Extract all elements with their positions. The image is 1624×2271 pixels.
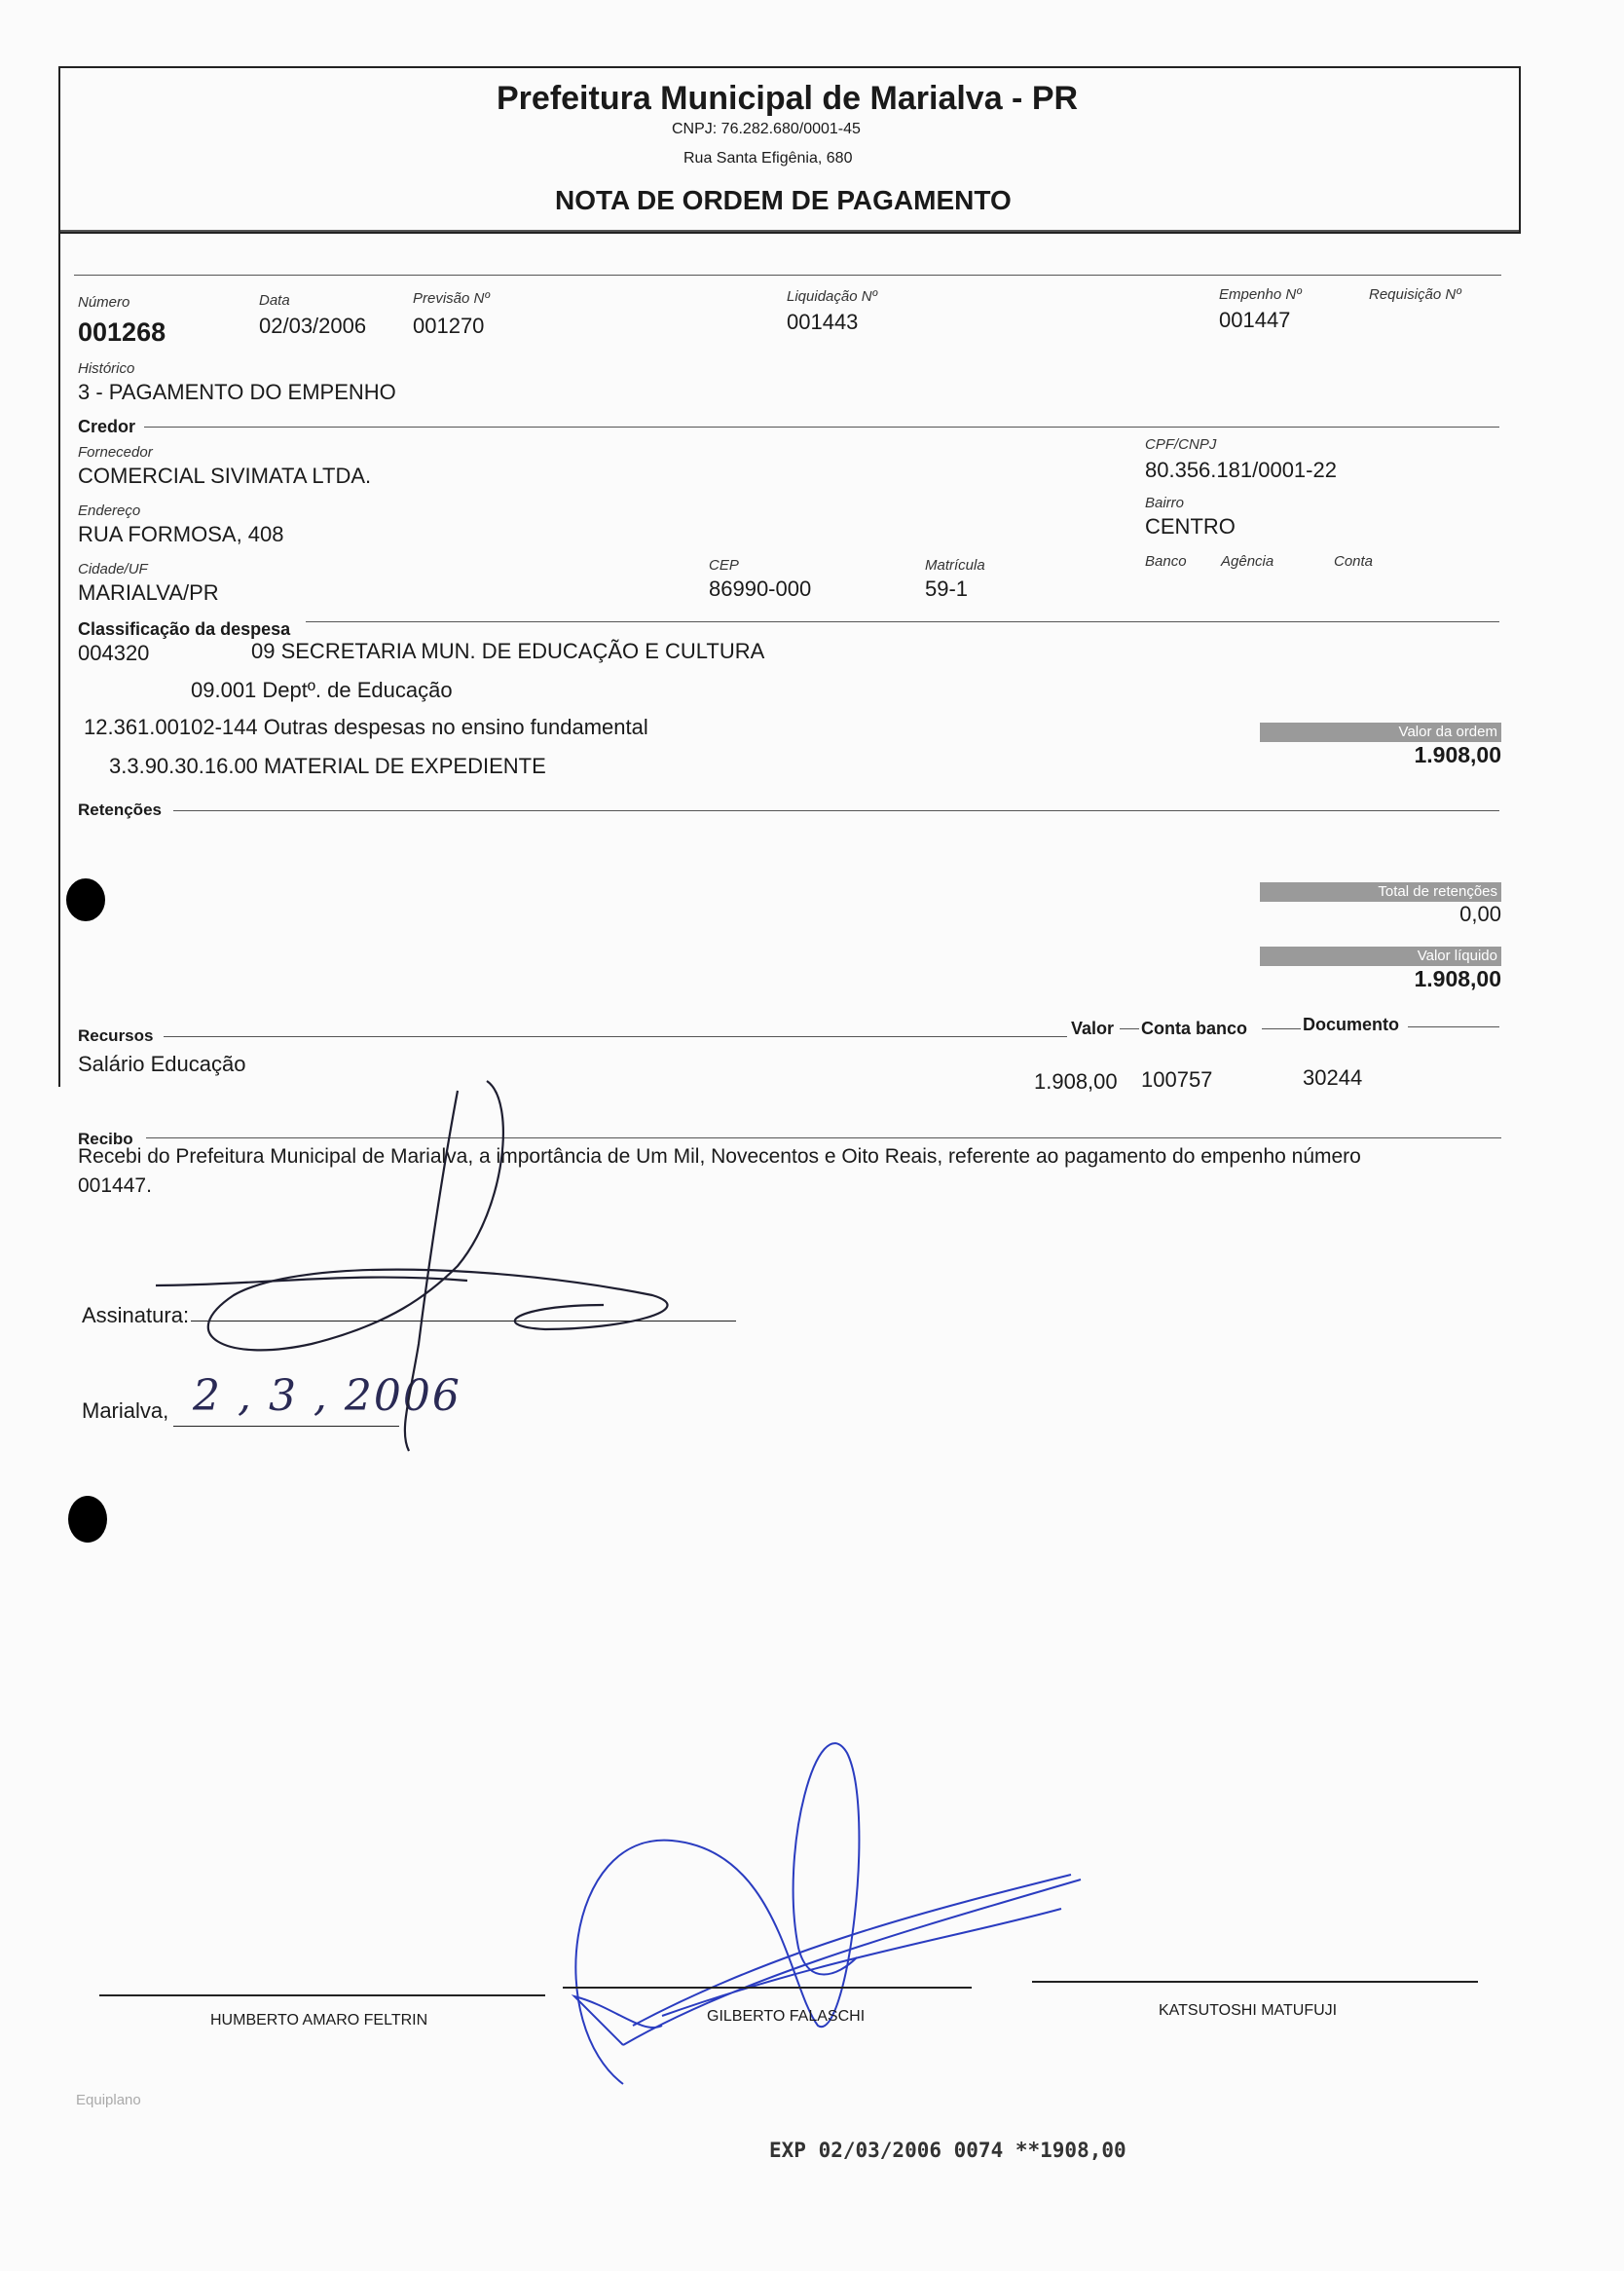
classificacao-line2: 09.001 Deptº. de Educação xyxy=(191,678,453,702)
recibo-text-line2: 001447. xyxy=(78,1174,152,1197)
requisicao-label: Requisição Nº xyxy=(1369,286,1461,303)
equiplano-brand: Equiplano xyxy=(76,2092,141,2108)
numero-label: Número xyxy=(78,294,130,311)
classificacao-section-title: Classificação da despesa xyxy=(78,619,291,639)
signatory-2: GILBERTO FALASCHI xyxy=(707,2008,866,2025)
conta-banco-header: Conta banco xyxy=(1141,1019,1248,1038)
cidade-label: Cidade/UF xyxy=(78,561,148,577)
fornecedor-value: COMERCIAL SIVIMATA LTDA. xyxy=(78,464,372,488)
documento-header: Documento xyxy=(1303,1015,1399,1034)
liquidacao-label: Liquidação Nº xyxy=(787,288,878,305)
cnpj-text: CNPJ: 76.282.680/0001-45 xyxy=(672,121,861,137)
local-label: Marialva, xyxy=(82,1398,169,1423)
banco-label: Banco xyxy=(1145,553,1187,570)
conta-label: Conta xyxy=(1334,553,1374,570)
recursos-valor: 1.908,00 xyxy=(1034,1069,1118,1094)
handwritten-date: 2 , 3 , 2006 xyxy=(193,1371,461,1421)
bairro-label: Bairro xyxy=(1145,495,1185,511)
data-label: Data xyxy=(259,292,290,309)
matricula-label: Matrícula xyxy=(925,557,985,574)
total-retencoes-label: Total de retenções xyxy=(1260,882,1501,902)
valor-liquido-value: 1.908,00 xyxy=(1414,966,1501,991)
fornecedor-label: Fornecedor xyxy=(78,444,153,461)
recursos-section-title: Recursos xyxy=(78,1026,154,1045)
agencia-label: Agência xyxy=(1221,553,1274,570)
cpf-label: CPF/CNPJ xyxy=(1145,436,1217,453)
data-value: 02/03/2006 xyxy=(259,314,367,338)
matricula-value: 59-1 xyxy=(925,577,969,601)
valor-ordem-value: 1.908,00 xyxy=(1414,742,1501,767)
cpf-value: 80.356.181/0001-22 xyxy=(1145,458,1337,482)
recursos-conta-banco: 100757 xyxy=(1141,1067,1213,1092)
signatory-3: KATSUTOSHI MATUFUJI xyxy=(1159,2002,1338,2019)
historico-label: Histórico xyxy=(78,360,135,377)
classificacao-code: 004320 xyxy=(78,641,150,665)
address-text: Rua Santa Efigênia, 680 xyxy=(683,150,853,167)
assinatura-label: Assinatura: xyxy=(82,1303,190,1327)
cep-value: 86990-000 xyxy=(709,577,812,601)
classificacao-line1: 09 SECRETARIA MUN. DE EDUCAÇÃO E CULTURA xyxy=(251,639,765,663)
signature-line-2 xyxy=(563,1987,972,1989)
blue-signature xyxy=(574,1743,1081,2084)
document-title: NOTA DE ORDEM DE PAGAMENTO xyxy=(555,185,1012,215)
signatory-1: HUMBERTO AMARO FELTRIN xyxy=(210,2012,428,2029)
signature-line-1 xyxy=(99,1994,545,1996)
valor-ordem-label: Valor da ordem xyxy=(1260,723,1501,742)
footer-stamp: EXP 02/03/2006 0074 **1908,00 xyxy=(769,2139,1126,2162)
recibo-signature xyxy=(156,1081,668,1451)
classificacao-line3: 12.361.00102-144 Outras despesas no ensino fundamental xyxy=(84,715,648,739)
bairro-value: CENTRO xyxy=(1145,514,1236,539)
credor-section-title: Credor xyxy=(78,417,136,436)
valor-header: Valor xyxy=(1071,1019,1115,1038)
total-retencoes-value: 0,00 xyxy=(1459,902,1501,926)
recibo-section-title: Recibo xyxy=(78,1130,133,1148)
recursos-documento: 30244 xyxy=(1303,1065,1363,1090)
historico-value: 3 - PAGAMENTO DO EMPENHO xyxy=(78,380,396,404)
cidade-value: MARIALVA/PR xyxy=(78,580,219,605)
retencoes-section-title: Retenções xyxy=(78,800,162,819)
liquidacao-value: 001443 xyxy=(787,310,859,334)
recibo-text-line1: Recebi do Prefeitura Municipal de Marialva, a importância de Um Mil, Novecentos e Oito Reais, referente ao pagamento do empenho número xyxy=(78,1145,1361,1168)
empenho-label: Empenho Nº xyxy=(1219,286,1302,303)
empenho-value: 001447 xyxy=(1219,308,1291,332)
classificacao-line4: 3.3.90.30.16.00 MATERIAL DE EXPEDIENTE xyxy=(109,754,546,778)
endereco-value: RUA FORMOSA, 408 xyxy=(78,522,284,546)
valor-liquido-label: Valor líquido xyxy=(1260,947,1501,966)
endereco-label: Endereço xyxy=(78,503,141,519)
previsao-label: Previsão Nº xyxy=(413,290,490,307)
page-title: Prefeitura Municipal de Marialva - PR xyxy=(497,80,1079,117)
signature-line-3 xyxy=(1032,1981,1478,1983)
cep-label: CEP xyxy=(709,557,739,574)
numero-value: 001268 xyxy=(78,317,166,347)
recursos-fonte: Salário Educação xyxy=(78,1052,246,1076)
previsao-value: 001270 xyxy=(413,314,485,338)
